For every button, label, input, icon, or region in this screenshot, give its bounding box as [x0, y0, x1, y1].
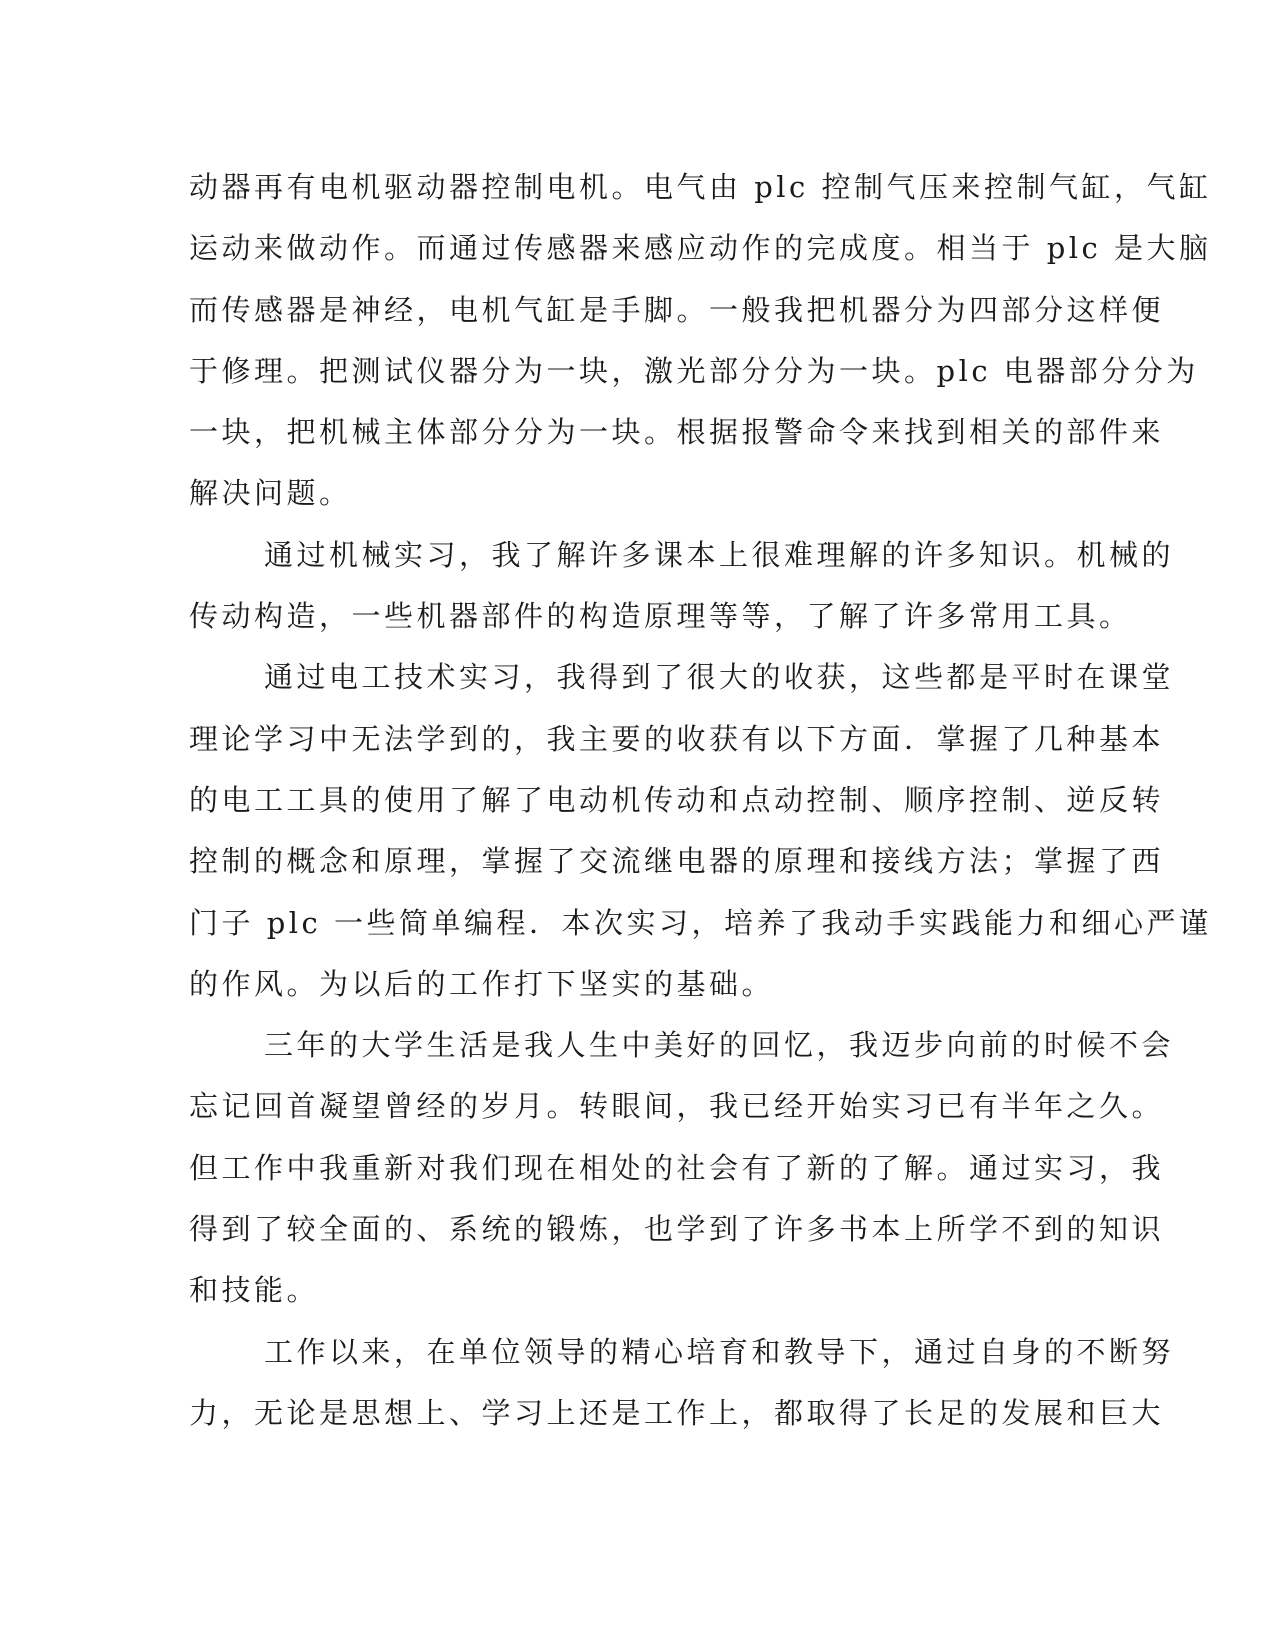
paragraph-2 [189, 525, 1175, 648]
text-line: 理论学习中无法学到的，我主要的收获有以下方面．掌握了几种基本 [189, 721, 1165, 756]
text-line: 通过电工技术实习，我得到了很大的收获，这些都是平时在课堂 [264, 660, 1175, 695]
text-line: 力，无论是思想上、学习上还是工作上，都取得了长足的发展和巨大 [189, 1395, 1165, 1430]
paragraph-3 [189, 647, 1212, 1015]
text-line: 解决问题。 [189, 476, 352, 511]
text-line: 和技能。 [189, 1273, 320, 1308]
text-line: 三年的大学生活是我人生中美好的回忆，我迈步向前的时候不会 [264, 1028, 1175, 1063]
text-line: 的电工工具的使用了解了电动机传动和点动控制、顺序控制、逆反转 [189, 782, 1165, 817]
text-line: 控制的概念和原理，掌握了交流继电器的原理和接线方法；掌握了西 [189, 844, 1165, 879]
text-line: 于修理。把测试仪器分为一块，激光部分分为一块。plc 电器部分分为 [189, 353, 1199, 388]
text-line: 工作以来，在单位领导的精心培育和教导下，通过自身的不断努 [264, 1334, 1175, 1369]
text-line: 一块，把机械主体部分分为一块。根据报警命令来找到相关的部件来 [189, 415, 1165, 450]
text-line: 的作风。为以后的工作打下坚实的基础。 [189, 966, 775, 1001]
document-body [189, 157, 1212, 1444]
text-line: 忘记回首凝望曾经的岁月。转眼间，我已经开始实习已有半年之久。 [189, 1089, 1165, 1124]
text-line: 传动构造，一些机器部件的构造原理等等，了解了许多常用工具。 [189, 599, 1132, 634]
paragraph-1 [189, 157, 1212, 525]
text-line: 得到了较全面的、系统的锻炼，也学到了许多书本上所学不到的知识 [189, 1212, 1165, 1247]
text-line: 但工作中我重新对我们现在相处的社会有了新的了解。通过实习，我 [189, 1150, 1165, 1185]
text-line: 而传感器是神经，电机气缸是手脚。一般我把机器分为四部分这样便 [189, 292, 1165, 327]
paragraph-5 [189, 1322, 1175, 1445]
text-line: 门子 plc 一些简单编程．本次实习，培养了我动手实践能力和细心严谨 [189, 905, 1212, 940]
text-line: 通过机械实习，我了解许多课本上很难理解的许多知识。机械的 [264, 537, 1175, 572]
paragraph-4 [189, 1015, 1175, 1321]
text-line: 动器再有电机驱动器控制电机。电气由 plc 控制气压来控制气缸，气缸 [189, 170, 1212, 204]
text-line: 运动来做动作。而通过传感器来感应动作的完成度。相当于 plc 是大脑 [189, 231, 1212, 266]
